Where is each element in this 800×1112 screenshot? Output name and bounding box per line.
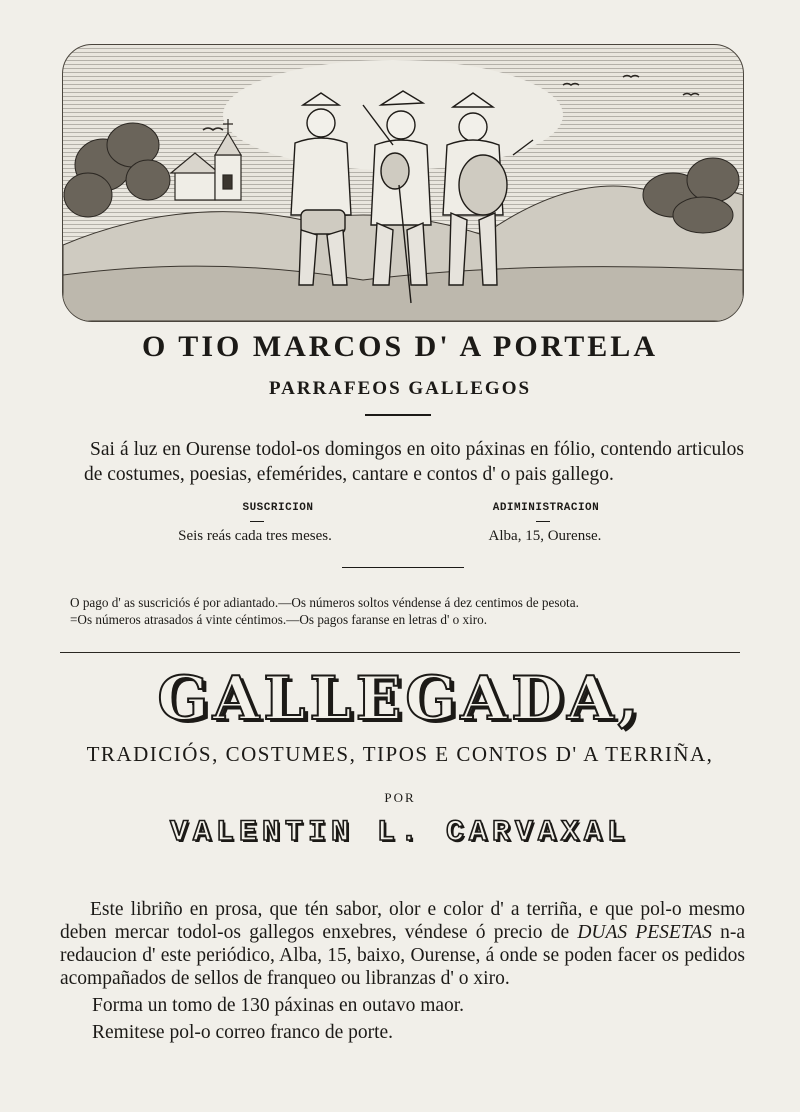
book-title: GALLEGADA,	[157, 664, 643, 734]
divider	[536, 521, 550, 522]
description-text: Este libriño en prosa, que tén sabor, olor e color d' a terriña, e que pol-o mesmo deben mercar todol-os gallegos enxebres, véndese ó precio de	[60, 899, 745, 943]
divider	[250, 521, 264, 522]
tomo-line: Forma un tomo de 130 páxinas en outavo maor.	[92, 995, 465, 1016]
divider	[365, 414, 431, 416]
book-description	[60, 898, 745, 1044]
note-line: =Os números atrasados á vinte céntimos.—Os pagos faranse en letras d' o xiro.	[70, 612, 488, 627]
pipers-scene-image	[63, 45, 743, 321]
description-paragraph	[60, 898, 745, 990]
divider	[342, 567, 464, 568]
administration-heading: ADIMINISTRACION	[492, 502, 600, 514]
engraving-illustration	[62, 44, 744, 322]
masthead-title: O TIO MARCOS D' A PORTELA	[142, 330, 658, 363]
porte-line: Remitese pol-o correo franco de porte.	[92, 1022, 394, 1043]
book-subtitle: TRADICIÓS, COSTUMES, TIPOS E CONTOS D' A TERRIÑA,	[86, 742, 714, 766]
note-line: O pago d' as suscriciós é por adiantado.—Os números soltos véndense á dez centimos de pesota.	[70, 595, 579, 610]
intro-paragraph: Sai á luz en Ourense todol-os domingos en oito páxinas en fólio, contendo articulos de costumes, poesias, efemérides, cantare e contos d' o pais gallego.	[84, 439, 744, 485]
masthead-subtitle: PARRAFEOS GALLEGOS	[268, 378, 532, 399]
subscription-heading: SUSCRICION	[242, 502, 314, 514]
description-text: n-a redaucion d' este periódico, Alba, 15, baixo, Ourense, á onde se poden facer os pedidos acompañados de sellos de franqueo ou libranzas d' o xiro.	[60, 922, 745, 989]
notes-block	[70, 594, 746, 628]
book-author: VALENTIN L. CARVAXAL	[169, 816, 631, 850]
administration-text: Alba, 15, Ourense.	[488, 528, 602, 544]
book-by: POR	[384, 790, 416, 805]
subscription-text: Seis reás cada tres meses.	[178, 528, 332, 544]
price-text: DUAS PESETAS	[577, 922, 712, 943]
section-divider	[60, 652, 740, 653]
